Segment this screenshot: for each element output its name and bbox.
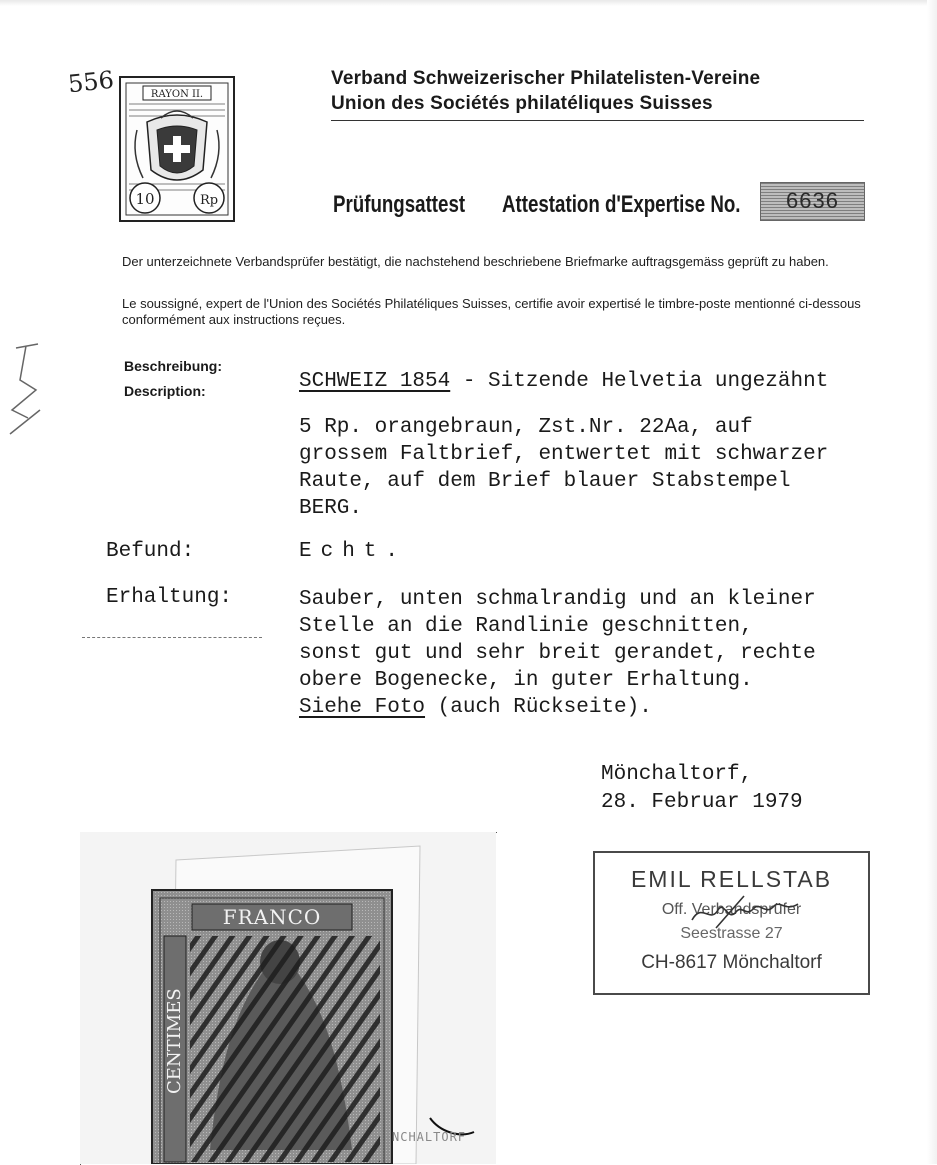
stamp-photo bbox=[80, 832, 496, 1164]
erhaltung-line: sonst gut und sehr breit gerandet, rechte bbox=[299, 642, 816, 665]
rayon-stamp-logo bbox=[117, 74, 237, 224]
subject-line bbox=[299, 370, 828, 393]
photo-franco-text: FRANCO bbox=[222, 905, 322, 929]
margin-dashed-line bbox=[82, 637, 262, 639]
intro-de: Der unterzeichnete Verbandsprüfer bestätigt, die nachstehend beschriebene Briefmarke auftragsgemäss geprüft zu haben. bbox=[122, 254, 829, 269]
description-label-de: Beschreibung: bbox=[124, 358, 223, 374]
logo-value-text: 10 bbox=[135, 190, 155, 208]
certificate-title-de: Prüfungsattest bbox=[333, 191, 466, 218]
erhaltung-line: obere Bogenecke, in guter Erhaltung. bbox=[299, 669, 753, 692]
siehe-foto-line bbox=[299, 694, 816, 721]
logo-unit-text: Rp bbox=[199, 193, 219, 208]
siehe-foto: Siehe Foto bbox=[299, 696, 426, 719]
scan-top-edge bbox=[0, 0, 937, 6]
photo-centimes-text: CENTIMES bbox=[164, 988, 185, 1094]
expert-street: Seestrasse 27 bbox=[680, 925, 783, 942]
expert-city: CH-8617 Mönchaltorf bbox=[641, 952, 822, 973]
logo-rayon-text: RAYON II. bbox=[150, 89, 204, 100]
signing-date: 28. Februar 1979 bbox=[601, 791, 803, 814]
description-text bbox=[299, 414, 828, 522]
description-line: BERG. bbox=[299, 497, 363, 520]
description-label-fr: Description: bbox=[124, 383, 206, 399]
subject-underlined: SCHWEIZ 1854 bbox=[299, 370, 451, 393]
certificate-number-box bbox=[760, 182, 865, 221]
expert-title: Off. Verbandsprüfer bbox=[661, 901, 802, 918]
befund-value: Echt. bbox=[299, 540, 408, 563]
org-name-fr: Union des Sociétés philatéliques Suisses bbox=[331, 93, 713, 114]
header-rule bbox=[331, 120, 864, 121]
erhaltung-line: Sauber, unten schmalrandig und an kleiner bbox=[299, 588, 816, 611]
intro-fr: Le soussigné, expert de l'Union des Sociétés Philatéliques Suisses, certifie avoir expertisé le timbre-poste mentionné ci-dessous conformément aux instructions reçues. bbox=[122, 296, 861, 327]
handwritten-signature bbox=[686, 888, 806, 938]
handwritten-number: 556 bbox=[66, 65, 116, 99]
siehe-rest: (auch Rückseite). bbox=[425, 696, 652, 719]
erhaltung-text bbox=[299, 586, 816, 721]
margin-pencil-mark bbox=[6, 340, 46, 440]
description-line: 5 Rp. orangebraun, Zst.Nr. 22Aa, auf bbox=[299, 416, 753, 439]
description-line: Raute, auf dem Brief blauer Stabstempel bbox=[299, 470, 791, 493]
photo-postmark-text: NCHALTORF bbox=[392, 1130, 467, 1144]
expert-name: EMIL RELLSTAB bbox=[630, 866, 833, 892]
signing-place-date bbox=[601, 761, 803, 817]
erhaltung-label: Erhaltung: bbox=[106, 586, 233, 609]
org-name-de: Verband Schweizerischer Philatelisten-Vereine bbox=[331, 68, 761, 89]
signing-place: Mönchaltorf, bbox=[601, 763, 753, 786]
befund-label: Befund: bbox=[106, 540, 195, 563]
description-line: grossem Faltbrief, entwertet mit schwarzer bbox=[299, 443, 829, 466]
scan-right-edge bbox=[927, 0, 937, 1164]
certificate-title-fr: Attestation d'Expertise No. bbox=[502, 191, 741, 218]
certificate-number: 6636 bbox=[786, 188, 839, 213]
erhaltung-line: Stelle an die Randlinie geschnitten, bbox=[299, 615, 753, 638]
subject-rest: - Sitzende Helvetia ungezähnt bbox=[450, 370, 829, 393]
